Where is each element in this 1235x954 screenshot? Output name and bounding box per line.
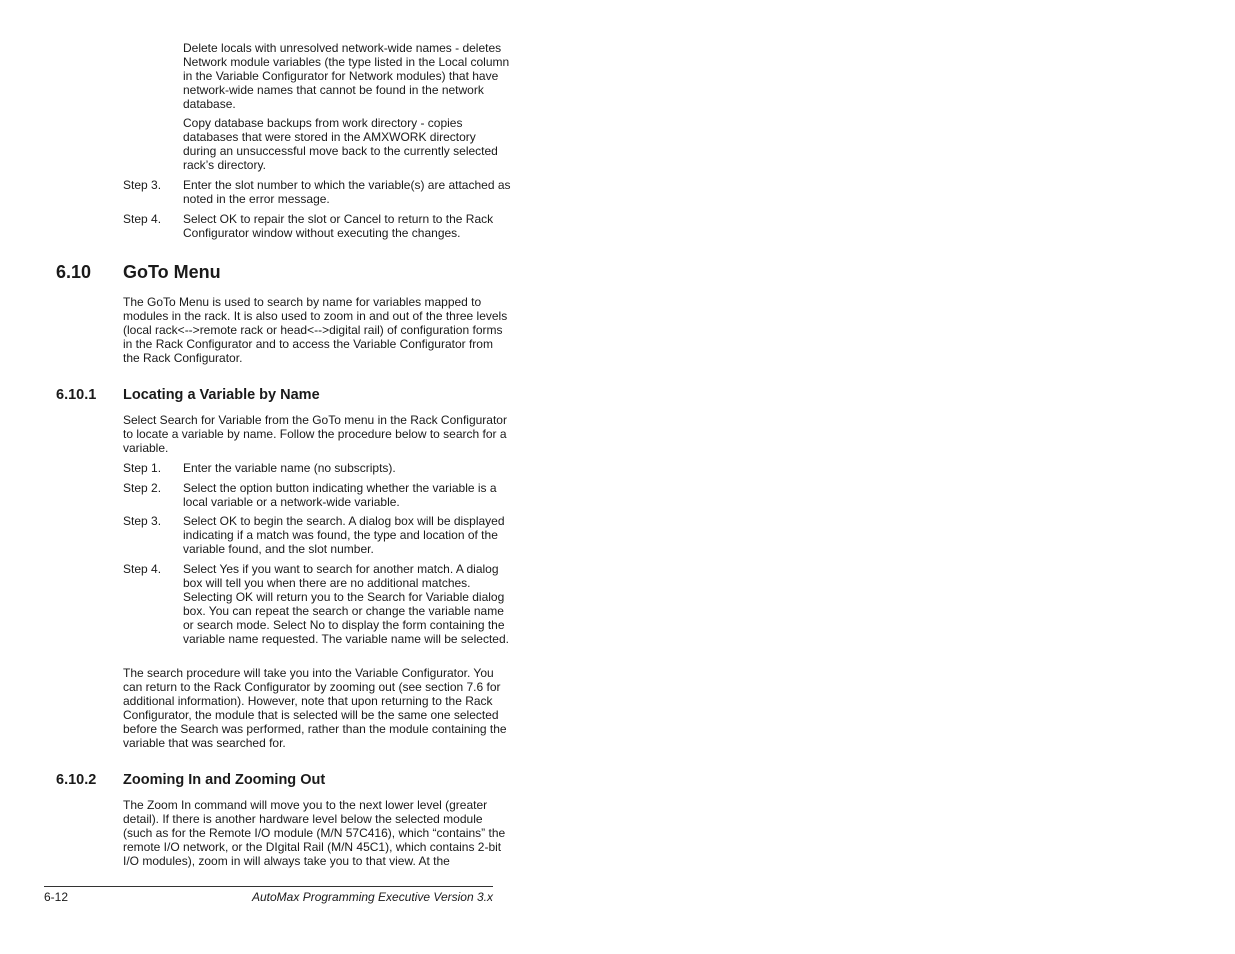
step-label: Step 1. <box>123 461 162 475</box>
section-title-zooming: Zooming In and Zooming Out <box>123 772 326 788</box>
step-label: Step 2. <box>123 481 162 495</box>
option-delete-locals: Delete locals with unresolved network-wide names - deletes Network module variables (the type listed in the Local column in the Variable Configurator for Network modules) that have network-wide names that cannot be found in the network database. <box>183 41 510 111</box>
locating-variable-intro: Select Search for Variable from the GoTo menu in the Rack Configurator to locate a variable by name. Follow the procedure below to search for a variable. <box>123 413 507 455</box>
step-text: Select OK to repair the slot or Cancel to return to the Rack Configurator window without executing the changes. <box>183 212 494 240</box>
step-label: Step 4. <box>123 212 162 226</box>
section-number-6-10: 6.10 <box>56 262 92 282</box>
step-label: Step 3. <box>123 178 162 192</box>
step-text: Select Yes if you want to search for another match. A dialog box will tell you when there are no additional matches. Selecting OK will return you to the Search for Variable dialog box. You can repeat the search or change the variable name or search mode. Select No to display the form containing the variable name requested. The variable name will be selected. <box>183 562 509 646</box>
step-text: Enter the variable name (no subscripts). <box>183 461 396 475</box>
footer-rule <box>44 886 493 887</box>
section-number-6-10-2: 6.10.2 <box>56 772 97 788</box>
page-number: 6-12 <box>44 890 69 904</box>
goto-menu-intro: The GoTo Menu is used to search by name for variables mapped to modules in the rack. It is also used to zoom in and out of the three levels (local rack<-->remote rack or head<-->digital rail) of configuration forms in the Rack Configurator and to access the Variable Configurator from the Rack Configurator. <box>123 295 508 365</box>
step-text: Select OK to begin the search. A dialog box will be displayed indicating if a match was found, the type and location of the variable found, and the slot number. <box>183 514 505 556</box>
zooming-intro: The Zoom In command will move you to the next lower level (greater detail). If there is another hardware level below the selected module (such as for the Remote I/O module (M/N 57C416), which “contains” the remote I/O network, or the DIgital Rail (M/N 45C1), which contains 2-bit I/O modules), zoom in will always take you to that view. At the <box>123 798 506 868</box>
document-title: AutoMax Programming Executive Version 3.x <box>252 890 493 904</box>
step-label: Step 3. <box>123 514 162 528</box>
step-text: Enter the slot number to which the variable(s) are attached as noted in the error message. <box>183 178 511 206</box>
section-title-goto-menu: GoTo Menu <box>123 262 221 282</box>
section-number-6-10-1: 6.10.1 <box>56 387 97 403</box>
search-procedure-note: The search procedure will take you into the Variable Configurator. You can return to the Rack Configurator by zooming out (see section 7.6 for additional information). However, note that upon returning to the Rack Configurator, the module that is selected will be the same one selected before the Search was performed, rather than the module containing the variable that was searched for. <box>123 666 507 750</box>
section-title-locating-variable: Locating a Variable by Name <box>123 387 320 403</box>
option-copy-backups: Copy database backups from work directory - copies databases that were stored in the AMXWORK directory during an unsuccessful move back to the currently selected rack’s directory. <box>183 116 498 172</box>
step-label: Step 4. <box>123 562 162 576</box>
step-text: Select the option button indicating whether the variable is a local variable or a network-wide variable. <box>183 481 497 509</box>
